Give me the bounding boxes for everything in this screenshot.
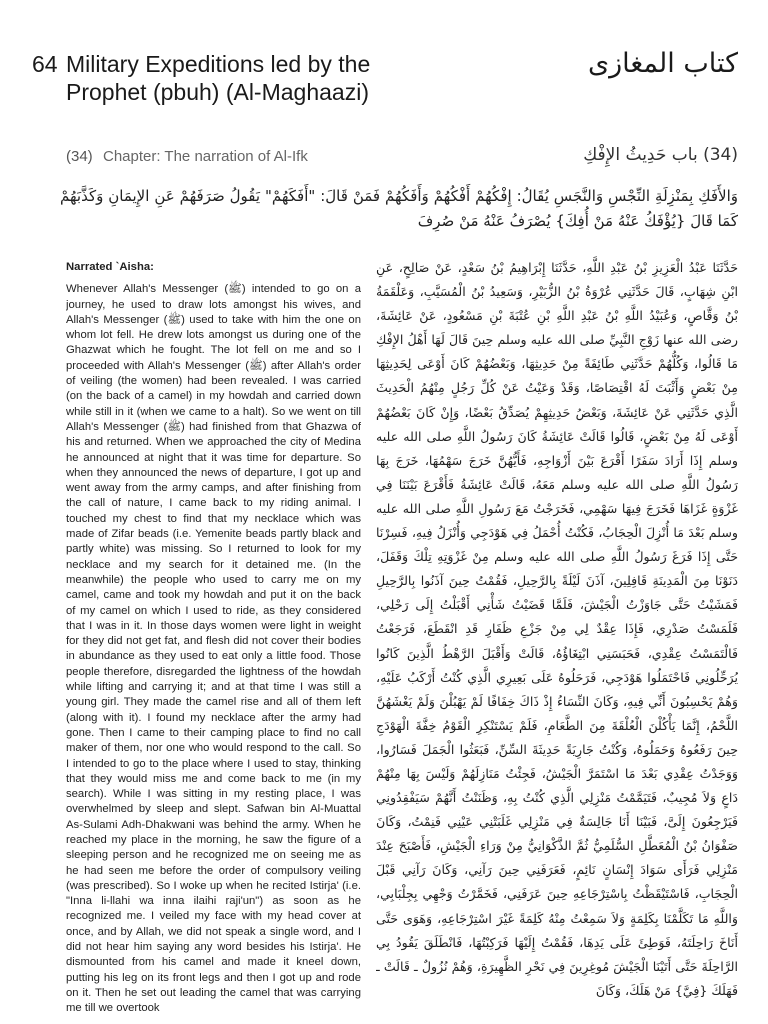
chapter-intro-ar: وَالأَفَكِ بِمَنْزِلَةِ النِّجْسِ وَالنَّجَسِ يُقَالُ: إِفْكُهُمْ أَفْكُهُمْ وَأَفَكُهُمْ فَمَنْ قَالَ: "أَفَكَهُمْ" يَقُولُ صَرَفَهُمْ عَنِ الإِيمَانِ وَكَذَّبَهُمْ كَمَا قَالَ {يُؤْفَكُ عَنْهُ مَنْ أُفِكَ} يُصْرَفُ عَنْهُ مَنْ صُرِفَ	[60, 187, 738, 230]
hadith-text-en: Whenever Allah's Messenger (ﷺ) intended to go on a journey, he used to draw lots amongst his wives, and Allah's Messenger (ﷺ) used to take with him the one on whom lot fell. He drew lots amongst us during one of the Ghazwat which he fought. The lot fell on me and so I proceeded with Allah's Messenger (ﷺ) after Allah's order of veiling (the women) had been revealed. I was carried (on the back of a camel) in my howdah and carried down while still in it (when we came to a halt). So we went on till Allah's Messenger (ﷺ) had finished from that Ghazwa of his and returned. When we approached the city of Medina he announced at night that it was time for departure. So when they announced the news of departure, I got up and went away from the army camps, and after finishing from the call of nature, I came back to my riding animal. I touched my chest to find that my necklace which was made of Zifar beads (i.e. Yemenite beads partly black and partly white) was missing. So I returned to look for my necklace and my search for it detained me. (In the meanwhile) the people who used to carry me on my camel, came and took my howdah and put it on the back of my camel on which I used to ride, as they considered that I was in it. In those days women were light in weight for they did not get fat, and flesh did not cover their bodies in abundance as they used to eat only a little food. Those people therefore, disregarded the lightness of the howdah while lifting and carrying it; and at that time I was still a young girl. They made the camel rise and all of them left (along with it). I found my necklace after the army had gone. Then I came to their camping place to find no call maker of them, nor one who would respond to the call. So I intended to go to the place where I used to stay, thinking that they would miss me and come back to me (in my search). While I was sitting in my resting place, I was overwhelmed by sleep and slept. Safwan bin Al-Muattal As-Sulami Adh-Dhakwani was behind the army. When he reached my place in the morning, he saw the figure of a sleeping person and he recognized me on seeing me as he had seen me before the order of compulsory veiling (was prescribed). So I woke up when he recited Istirja' (i.e. "Inna li-llahi wa inna ilaihi raji'un") as soon as he recognized me. I veiled my face with my head cover at once, and by Allah, we did not speak a single word, and I did not hear him saying any word besides his Istirja'. He dismounted from his camel and made it kneel down, putting his leg on its front legs and then I got up and rode on it. Then he set out leading the camel that was carrying me till we overtook	[66, 283, 361, 1015]
chapter-number: (34)	[66, 148, 93, 165]
narrator-line: Narrated `Aisha:	[66, 261, 154, 273]
book-title-ar: كتاب المغازى	[588, 48, 738, 79]
chapter-title-en: Chapter: The narration of Al-Ifk	[103, 148, 308, 165]
hadith-english-column	[66, 260, 361, 1015]
chapter-title-ar: (34) باب حَدِيثُ الإِفْكِ	[583, 145, 738, 165]
book-title-en: Military Expeditions led by the Prophet (pbuh) (Al-Maghaazi)	[66, 51, 371, 105]
hadith-text-ar: حَدَّثَنَا عَبْدُ الْعَزِيزِ بْنُ عَبْدِ اللَّهِ، حَدَّثَنَا إِبْرَاهِيمُ بْنُ سَعْدٍ، عَنْ صَالِحٍ، عَنِ ابْنِ شِهَابٍ، قَالَ حَدَّثَنِي عُرْوَةُ بْنُ الزُّبَيْرِ، وَسَعِيدُ بْنُ الْمُسَيَّبِ، وَعَلْقَمَةُ بْنُ وَقَّاصٍ، وَعُبَيْدُ اللَّهِ بْنُ عَبْدِ اللَّهِ بْنِ عُتْبَةَ بْنِ مَسْعُودٍ، عَنْ عَائِشَةَ، رضى الله عنها زَوْجِ النَّبِيِّ صلى الله عليه وسلم حِينَ قَالَ لَهَا أَهْلُ الإِفْكِ مَا قَالُوا، وَكُلُّهُمْ حَدَّثَنِي طَائِفَةً مِنْ حَدِيثِهَا، وَبَعْضُهُمْ كَانَ أَوْعَى لِحَدِيثِهَا مِنْ بَعْضٍ وَأَثْبَتَ لَهُ اقْتِصَاصًا، وَقَدْ وَعَيْتُ عَنْ كُلِّ رَجُلٍ مِنْهُمُ الْحَدِيثَ الَّذِي حَدَّثَنِي عَنْ عَائِشَةَ، وَبَعْضُ حَدِيثِهِمْ يُصَدِّقُ بَعْضًا، وَإِنْ كَانَ بَعْضُهُمْ أَوْعَى لَهُ مِنْ بَعْضٍ، قَالُوا قَالَتْ عَائِشَةُ كَانَ رَسُولُ اللَّهِ صلى الله عليه وسلم إِذَا أَرَادَ سَفَرًا أَقْرَعَ بَيْنَ أَزْوَاجِهِ، فَأَيُّهُنَّ خَرَجَ سَهْمُهَا، خَرَجَ بِهَا رَسُولُ اللَّهِ صلى الله عليه وسلم مَعَهُ، قَالَتْ عَائِشَةُ فَأَقْرَعَ بَيْنَنَا فِي غَزْوَةٍ غَزَاهَا فَخَرَجَ فِيهَا سَهْمِي، فَخَرَجْتُ مَعَ رَسُولِ اللَّهِ صلى الله عليه وسلم بَعْدَ مَا أُنْزِلَ الْحِجَابُ، فَكُنْتُ أُحْمَلُ فِي هَوْدَجِي وَأُنْزَلُ فِيهِ، فَسِرْنَا حَتَّى إِذَا فَرَغَ رَسُولُ اللَّهِ صلى الله عليه وسلم مِنْ غَزْوَتِهِ تِلْكَ وَقَفَلَ، دَنَوْنَا مِنَ الْمَدِينَةِ قَافِلِينَ، آذَنَ لَيْلَةً بِالرَّحِيلِ، فَقُمْتُ حِينَ آذَنُوا بِالرَّحِيلِ فَمَشَيْتُ حَتَّى جَاوَزْتُ الْجَيْشَ، فَلَمَّا قَضَيْتُ شَأْنِي أَقْبَلْتُ إِلَى رَحْلِي، فَلَمَسْتُ صَدْرِي، فَإِذَا عِقْدٌ لِي مِنْ جَزْعِ ظَفَارِ قَدِ انْقَطَعَ، فَرَجَعْتُ فَالْتَمَسْتُ عِقْدِي، فَحَبَسَنِي ابْتِغَاؤُهُ، قَالَتْ وَأَقْبَلَ الرَّهْطُ الَّذِينَ كَانُوا يُرَحِّلُونِي فَاحْتَمَلُوا هَوْدَجِي، فَرَحَلُوهُ عَلَى بَعِيرِي الَّذِي كُنْتُ أَرْكَبُ عَلَيْهِ، وَهُمْ يَحْسِبُونَ أَنِّي فِيهِ، وَكَانَ النِّسَاءُ إِذْ ذَاكَ خِفَافًا لَمْ يَهْبُلْنَ وَلَمْ يَغْشَهُنَّ اللَّحْمُ، إِنَّمَا يَأْكُلْنَ الْعُلْقَةَ مِنَ الطَّعَامِ، فَلَمْ يَسْتَنْكِرِ الْقَوْمُ خِفَّةَ الْهَوْدَجِ حِينَ رَفَعُوهُ وَحَمَلُوهُ، وَكُنْتُ جَارِيَةً حَدِيثَةَ السِّنِّ، فَبَعَثُوا الْجَمَلَ فَسَارُوا، وَوَجَدْتُ عِقْدِي بَعْدَ مَا اسْتَمَرَّ الْجَيْشُ، فَجِئْتُ مَنَازِلَهُمْ وَلَيْسَ بِهَا مِنْهُمْ دَاعٍ وَلاَ مُجِيبٌ، فَتَيَمَّمْتُ مَنْزِلِي الَّذِي كُنْتُ بِهِ، وَظَنَنْتُ أَنَّهُمْ سَيَفْقِدُونِي فَيَرْجِعُونَ إِلَىَّ، فَبَيْنَا أَنَا جَالِسَةٌ فِي مَنْزِلِي غَلَبَتْنِي عَيْنِي فَنِمْتُ، وَكَانَ صَفْوَانُ بْنُ الْمُعَطَّلِ السُّلَمِيُّ ثُمَّ الذَّكْوَانِيُّ مِنْ وَرَاءِ الْجَيْشِ، فَأَصْبَحَ عِنْدَ مَنْزِلِي فَرَأَى سَوَادَ إِنْسَانٍ نَائِمٍ، فَعَرَفَنِي حِينَ رَآنِي، وَكَانَ رَآنِي قَبْلَ الْحِجَابِ، فَاسْتَيْقَظْتُ بِاسْتِرْجَاعِهِ حِينَ عَرَفَنِي، فَخَمَّرْتُ وَجْهِي بِجِلْبَابِي، وَاللَّهِ مَا تَكَلَّمْنَا بِكَلِمَةٍ وَلاَ سَمِعْتُ مِنْهُ كَلِمَةً غَيْرَ اسْتِرْجَاعِهِ، وَهَوَى حَتَّى أَنَاخَ رَاحِلَتَهُ، فَوَطِئَ عَلَى يَدِهَا، فَقُمْتُ إِلَيْهَا فَرَكِبْتُهَا، فَانْطَلَقَ يَقُودُ بِي الرَّاحِلَةَ حَتَّى أَتَيْنَا الْجَيْشَ مُوغِرِينَ فِي نَحْرِ الظَّهِيرَةِ، وَهُمْ نُزُولٌ ـ قَالَتْ ـ فَهَلَكَ {فِيَّ} مَنْ هَلَكَ، وَكَانَ	[376, 260, 738, 998]
book-number: 64	[32, 51, 58, 77]
